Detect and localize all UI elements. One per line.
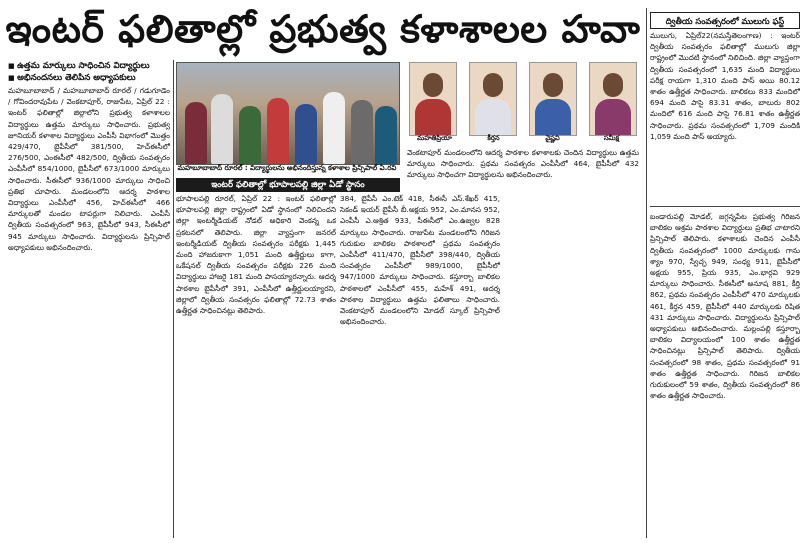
student-portrait (409, 62, 457, 136)
sidebar-title: ద్వితీయ సంవత్సరంలో ములుగు ఫస్ట్ (650, 12, 800, 29)
portrait-name: కీర్తన (487, 134, 500, 142)
bullet-list (8, 60, 170, 84)
bullet-item: ■ అభినందనలు తెలిపిన అధ్యాపకులు (8, 72, 170, 84)
article-column-4: వెంకటాపూర్ మండలంలోని ఆదర్శ పాఠశాల కళాశాలకు చెందిన విద్యార్థులు ఉత్తమ మార్కులు సాధించారు. ప్రథమ సంవత్సరం ఎంపీసీలో 464, బైపీసీలో 432 మార్కులు సాధించగా విద్యార్థులను అభినందించారు. (407, 148, 639, 180)
portrait-name: సమీక్ష (603, 134, 620, 142)
article-column-1: మహబూబాబాద్ / మహబూబాబాద్ రూరల్ / గడుగూడెం / గోవిందరావుపేట / వెంకటాపూర్, రాజుపేట, ఏప్రిల్ 22 : ఇంటర్ ఫలితాల్లో జిల్లాలోని ప్రభుత్వ కళాశాలల విద్యార్థులు ఉత్తమ మార్కులు సాధించారు. ప్రభుత్వ జూనియర్ కళాశాల విద్యార్థులు ఎంపీసీ విభాగంలో మొత్తం 429/470, బైపీసీలో 381/500, హెచ్ఈసీలో 276/500, ఎంఈసీలో 482/500, ద్వితీయ సంవత్సరం ఎంపీసీలో 854/1000, బైపీసీలో 673/1000 మార్కులు సాధించారు. సీఈసీలో 936/1000 మార్కులు సాధించి ప్రతిభ చూపారు. మండలంలోని ఆదర్శ పాఠశాల విద్యార్థులు ఎంపీసీలో 456, హెచ్ఈసీలో 466 మార్కులతో మండల టాపర్లుగా నిలిచారు. ఎంపీసీ ద్వితీయ సంవత్సరంలో 963, బైపీసీలో 943, సీఈసీలో 945 మార్కులు సాధించారు. విద్యార్థులను ప్రిన్సిపాల్ అధ్యాపకులు అభినందించారు. (8, 86, 170, 252)
photo-caption: మహబూబాబాద్ రూరల్ : విద్యార్థులను అభినందిస్తున్న కళాశాల ప్రిన్సిపాల్ ఏ.రవి (177, 164, 397, 172)
article-column-3: 384, బైపీసీ ఎం.టెక్ 418, సీఈసీ ఎస్.శేఖర్ 415, సెకండ్ ఇయర్ బైపీసీ బీ.అక్షయ 952, ఎం.మానస 952, ఎంపీసీ ఎ.ఆశ్రిత 933, సీఈసీలో ఎం.ఉజ్వల 828 మార్కులు సాధించారు. రాజుపేట మండలంలోని గిరిజన గురుకుల బాలికల పాఠశాలలో ప్రథమ సంవత్సరం ఎంపీసీలో 411/470, బైపీసీలో 398/440, ద్వితీయ సంవత్సరం ఎంపీసీలో 989/1000, బైపీసీలో 947/1000 మార్కులు సాధించారు. కస్తూర్బా బాలికల పాఠశాలలో ఎంపీసీలో 455, మహేశ్ 491, ఆదర్శ పాఠశాల విద్యార్థులు ఉత్తమ ఫలితాలు సాధించారు. వెంకటాపూర్ మండలంలోని మోడల్ స్కూల్ ప్రిన్సిపాల్ అభినందించారు. (340, 194, 500, 327)
student-portrait (589, 62, 637, 136)
headline: ఇంటర్ ఫలితాల్లో ప్రభుత్వ కళాశాలల హవా (5, 6, 641, 51)
sidebar-column-1: ములుగు, ఏప్రిల్22(నమస్తేతెలంగాణ) : ఇంటర్ ద్వితీయ సంవత్సరం ఫలితాల్లో ములుగు జిల్లా రాష్ట్రంలో మొదటి స్థానంలో నిలిచింది. జిల్లా వ్యాప్తంగా ద్వితీయ సంవత్సరంలో 1,635 మంది విద్యార్థులు పరీక్ష రాయగా 1,310 మంది పాస్ అయి 80.12 శాతం ఉత్తీర్ణత సాధించారు. బాలికలు 833 మందిలో 694 మంది పాసై 83.31 శాతం, బాలురు 802 మందిలో 616 మంది పాసై 76.81 శాతం ఉత్తీర్ణత సాధించారు. ప్రథమ సంవత్సరంలో 1,709 మందికి 1,059 మంది పాస్ అయ్యారు. (650, 31, 800, 141)
subhead-banner: ఇంటర్ ఫలితాల్లో భూపాలపల్లి జిల్లా ఏడో స్థానం (176, 178, 400, 192)
student-portraits (405, 62, 646, 134)
student-portrait (529, 62, 577, 136)
portrait-names (405, 134, 646, 146)
sidebar-column-2: బండారుపల్లి మోడల్, జగ్గన్నపేట ప్రభుత్వ గిరిజన బాలికల ఆశ్రమ పాఠశాల విద్యార్థులు ప్రతిభ చాటారని ప్రిన్సిపాల్ తెలిపారు. కళాశాలకు చెందిన ఎంపీసీ ద్వితీయ సంవత్సరంలో 1000 మార్కులకు గాను శ్యాం 970, స్వేచ్ఛ 949, సంధ్య 911, బైపీసీలో అక్షయ 955, ప్రియ 935, ఎం.భార్గవి 929 మార్కులు సాధించారు. సీఈసీలో అనూష 881, కీర్తి 862, ప్రథమ సంవత్సరం ఎంపీసీలో 470 మార్కులకు 461, కీర్తన 459, బైపీసీలో 440 మార్కులకు రిషిత 431 మార్కులు సాధించారు. విద్యార్థులను ప్రిన్సిపాల్ అధ్యాపకులు అభినందించారు. మల్లంపల్లి కస్తూర్బా బాలికల విద్యాలయంలో 100 శాతం ఉత్తీర్ణత సాధించినట్లు ప్రిన్సిపాల్ తెలిపారు. ద్వితీయ సంవత్సరంలో 98 శాతం, ప్రథమ సంవత్సరంలో 91 శాతం ఉత్తీర్ణత సాధించారు. గిరిజన బాలికల గురుకులంలో 59 శాతం, ద్వితీయ సంవత్సరంలో 86 శాతం ఉత్తీర్ణత సాధించారు. (650, 212, 800, 401)
bullet-item: ■ ఉత్తమ మార్కులు సాధించిన విద్యార్థులు (8, 60, 170, 72)
portrait-name: వైష్ణవి (545, 134, 560, 142)
divider (173, 60, 174, 538)
portrait-name: మహతిప్రియా (417, 134, 452, 142)
article-column-2: భూపాలపల్లి రూరల్, ఏప్రిల్ 22 : ఇంటర్ ఫలితాల్లో భూపాలపల్లి జిల్లా రాష్ట్రంలో ఏడో స్థానంలో నిలిచిందని జిల్లా ఇంటర్మీడియట్ నోడల్ అధికారి వెంకన్న ఒక ప్రకటనలో తెలిపారు. జిల్లా వ్యాప్తంగా జనరల్ ఇంటర్మీడియట్ ద్వితీయ సంవత్సరం పరీక్షకు 1,445 మంది హాజరుకాగా 1,051 మంది ఉత్తీర్ణులు కాగా, ఒకేషనల్ ద్వితీయ సంవత్సరం పరీక్షకు 226 మంది విద్యార్థులు హాజరై 181 మంది పాసయ్యారన్నారు. ఆదర్శ పాఠశాల బైపీసీలో 391, ఎంపీసీలో ఉత్తీర్ణులయ్యారని, జిల్లాలో ద్వితీయ సంవత్సరం ఫలితాల్లో 72.73 శాతం ఉత్తీర్ణత సాధించినట్లు తెలిపారు. (176, 194, 336, 316)
divider (646, 8, 647, 538)
divider (650, 206, 800, 207)
group-photo (176, 62, 400, 165)
student-portrait (469, 62, 517, 136)
